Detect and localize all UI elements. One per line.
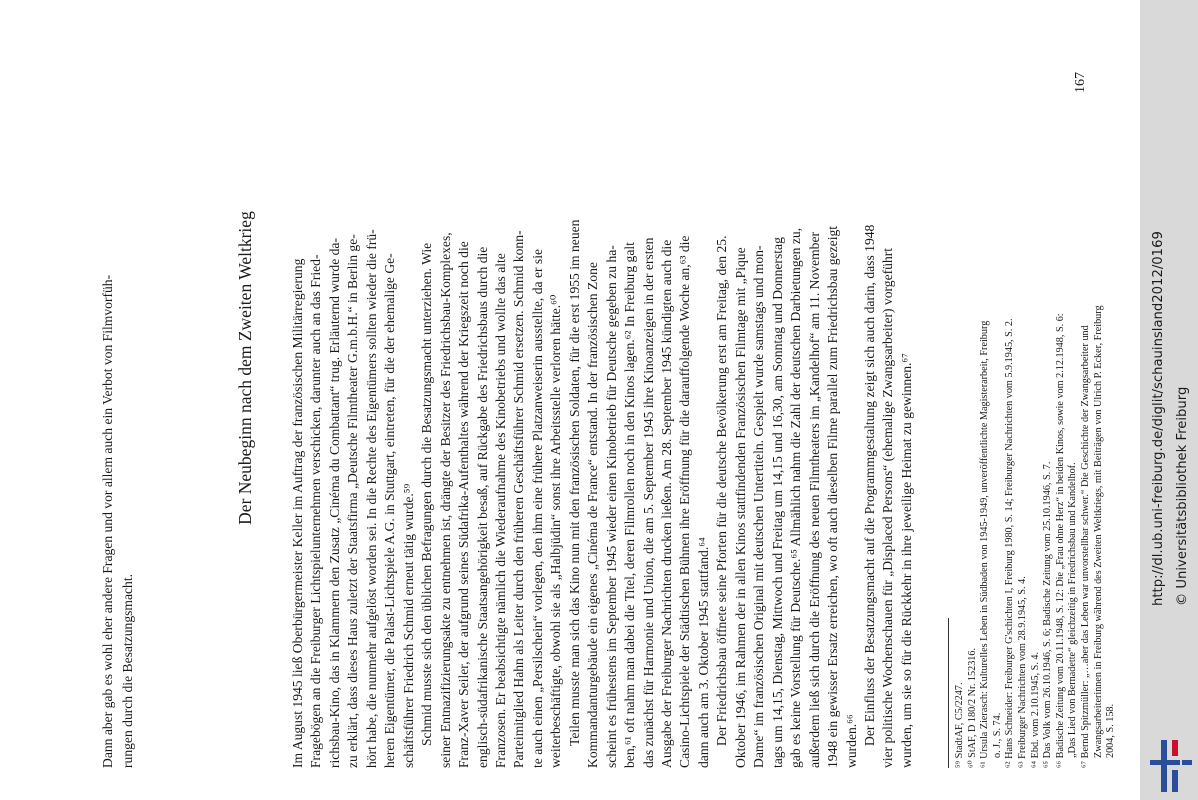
text-line: außerdem ließ sich durch die Eröffnung des neuen Filmtheaters im „Kandelhof“ am 11. November [806,231,822,768]
text-line: Oktober 1946, im Rahmen der in allen Kinos stattfindenden Französischen Filmtage mit „Pique [732,247,748,768]
text-line: hört habe, die nunmehr aufgelöst worden sei. In die Rechte des Eigentümers sollten wieder die frü- [363,229,379,768]
footnote-line: ⁶² Hans Schneider: Freiburger G'schichten I, Freiburg 1980, S. 14; Freiburger Nachrichten vom 5.9.1945, S. 2. [1004,318,1016,768]
text-line: Parteimitglied Hahn als Leiter durch den früheren Geschäftsführer Schmid ersetzen. Schmid konn- [511,230,527,768]
section-heading: Der Neubeginn nach dem Zweiten Weltkrieg [235,211,255,525]
text-line: Teilen musste man sich das Kino nun mit den französischen Soldaten, für die erst 1955 im neuen [566,219,582,746]
text-line: Dann aber gab es wohl eher andere Fragen und vor allem auch ein Verbot von Filmvorfüh- [100,274,115,768]
footnote-line: ⁶⁶ Badische Zeitung vom 20.11.1948, S. 12: Die „Frau ohne Herz“ in beiden Kinos, sowie vom 2.12.1948, S. 6: [1054,313,1066,768]
footnote-line: ⁶⁵ Das Volk vom 26.10.1946, S. 6; Badische Zeitung vom 25.10.1946, S. 7. [1042,461,1054,768]
footnote-line: ⁶¹ Ursula Zierasch: Kulturelles Leben in Südbaden von 1945-1949, unveröffentlichte Magisterarbeit, Freiburg [979,320,991,768]
text-line: rungen durch die Besatzungsmacht. [120,573,135,768]
text-line: Dame“ im französischen Original mit deutschen Untertiteln. Gespielt wurde samstags und mon- [751,245,767,768]
text-line: Ausgabe der Freiburger Nachrichten drucken ließen. Am 28. September 1945 kündigten auch die [659,239,674,768]
footnote-line: „Das Lied von Bernadette“ gleichzeitig in Friedrichsbau und Kandelhof. [1067,462,1079,758]
text-line: Der Einfluss der Besatzungsmacht auf die Programmgestaltung zeigt sich auch darin, dass 1948 [861,224,877,746]
rotated-book-page [98,60,1117,780]
footnote-line: o. J., S. 74. [991,712,1003,758]
text-line: te auch einen „Persilschein“ vorlegen, den ihm eine frühere Platzanweiserin ausstellte, da er sie [529,249,545,768]
text-line: zu erklärt, dass dieses Haus zuletzt der Staatsfirma „Deutsche Filmtheater G.m.b.H.“ in Berlin ge- [345,234,361,768]
text-line: richsbau-Kino, das in Klammern den Zusatz „Cinéma du Combattant“ trug. Erläuternd wurde da- [326,238,342,768]
text-line: gab es keine Vorstellung für Deutsche.⁶⁵ Allmählich nahm die Zahl der deutschen Darbietungen zu, [788,227,804,768]
footnote-line: ⁶³ Freiburger Nachrichten vom 28.9.1945, S. 4. [1017,576,1028,768]
text-line: seiner Entnazifizierungsakte zu entnehmen ist, drängte der Besitzer des Friedrichsbau-Komplexes, [437,232,453,768]
text-line: Schmid musste sich den üblichen Befragungen durch die Besatzungsmacht unterziehen. Wie [419,242,435,746]
text-line: 1948 ein gewisser Ersatz erreichen, wo oft auch dieselben Filme parallel zum Friedrichsbau gezeigt [825,225,841,768]
text-line: wurden.⁶⁶ [843,714,859,768]
text-line: Der Friedrichsbau öffnete seine Pforten für die deutsche Bevölkerung erst am Freitag, den 25. [714,235,730,746]
text-line: Franzosen. Er beabsichtigte nämlich die Wiederaufnahme des Kinobetriebs und wollte das alte [492,253,508,768]
copyright-notice: © Universitätsbibliothek Freiburg [1175,386,1190,606]
text-line: Im August 1945 ließ Oberbürgermeister Keller im Auftrag der französischen Militärregierung [290,258,305,768]
text-line: schäftsführer Friedrich Schmid erneut tätig wurde.⁵⁹ [400,483,416,768]
footnote-line: Zwangsarbeiterinnen in Freiburg während des Zweiten Weltkriegs, mit Beiträgen von Ulrich P. Ecker, Freiburg [1092,305,1104,758]
text-line: ben,⁶¹ oft nahm man dabei die Titel, deren Filmrollen noch in den Kinos lagen.⁶² In Freiburg galt [622,242,638,768]
text-line: heren Eigentümer, die Palast-Lichtspiele A.G. in Stuttgart, eintreten, für die der ehemalige Ge- [382,253,398,768]
permalink-url[interactable]: http://dl.ub.uni-freiburg.de/diglit/schauinsland2012/0169 [1151,231,1166,606]
text-line: Fragebögen an die Freiburger Lichtspielunternehmen verschicken, darunter auch an das Fried- [308,254,324,768]
text-line: vier politische Wochenschauen für „Displaced Persons“ (ehemalige Zwangsarbeiter) vorgeführt [880,247,896,768]
footnote-line: ⁶⁰ StAF, D 180/2 Nr. 152316. [966,647,978,768]
text-line: scheint es frühestens im September 1945 wieder einen Kinobetrieb für Deutsche gegeben zu ha- [603,245,619,768]
ub-freiburg-logo-icon[interactable] [1148,738,1194,794]
text-line: Casino-Lichtspiele der Städtischen Bühnen ihre Eröffnung für die darauffolgende Woche an,⁶³ die [677,235,693,768]
text-line: Kommandanturgebäude ein eigenes „Cinéma de France“ entstand. In der französischen Zone [585,262,601,768]
footnote-line: ⁵⁹ StadtAF, C5/2247. [954,682,965,768]
footnote-line: ⁶⁴ Ebd. vom 2.10.1945, S. 4. [1029,651,1041,768]
footnote-line: ⁶⁷ Bernd Spitzmüller: „…aber das Leben war unvorstellbar schwer.“ Die Geschichte der Zwangsarbeiter und [1080,325,1091,768]
text-line: Franz-Xaver Seiler, der aufgrund seines Südafrika-Aufenthaltes während der Kriegszeit noch die [456,241,472,768]
text-line: tags um 14,15, Dienstag, Mittwoch und Freitag um 14,15 und 16,30, am Sonntag und Donnerstag [769,237,785,768]
text-line: englisch-südafrikanische Staatsangehörigkeit besaß, auf Rückgabe des Friedrichsbaus durch die [474,246,490,768]
text-line: wurden, um sie so für die Rückkehr in ihre jeweilige Heimat zu gewinnen.⁶⁷ [898,353,914,768]
page-number: 167 [1073,72,1088,93]
text-line: dann auch am 3. Oktober 1945 stattfand.⁶⁴ [695,537,711,768]
text-line: das zunächst für Harmonie und Union, die am 5. September 1945 ihre Kinoanzeigen in der ersten [640,237,656,768]
text-line: weiterbeschäftigte, obwohl sie als „Halbjüdin“ sonst ihre Arbeitsstelle verloren hätte.⁶⁰ [548,294,564,768]
footnote-separator [948,618,949,768]
footnote-line: 2004, S. 158. [1105,703,1117,758]
